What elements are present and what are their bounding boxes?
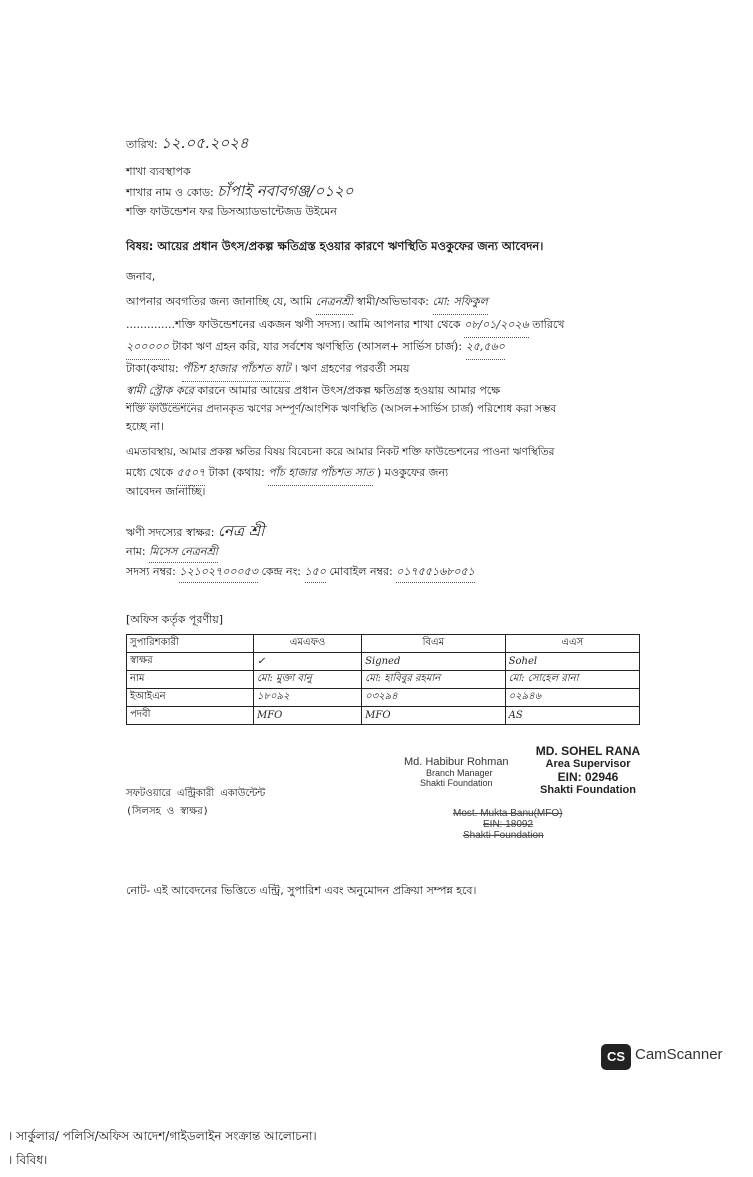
signature-label: ঋণী সদস্যের স্বাক্ষর: [126,526,215,539]
center-label: কেন্দ্র নং: [261,565,302,578]
date-value: ১২.০৫.২০২৪ [161,134,249,152]
agenda-item-circular: । সার্কুলার/ পলিসি/অফিস আদেশ/গাইডলাইন সংক্রান্ত আলোচনা। [8,1129,317,1143]
table-cell: ১৮০৯২ [254,689,362,707]
table-cell: মো: সোহেল রানা [505,671,639,689]
software-entry-line: সফটওয়ারে এন্ট্রিকারী একাউন্টেন্ট [126,788,266,799]
mobile-label: মোবাইল নম্বর: [329,565,393,578]
as-stamp-title: Area Supervisor [545,758,631,770]
para1-text-a: আপনার অবগতির জন্য জানাচ্ছি যে, আমি [126,295,313,308]
table-cell: ০২৯৪৬ [505,689,639,707]
table-header: বিএম [362,635,506,653]
as-stamp [518,744,658,796]
table-row [127,707,640,725]
para2-line3: আবেদন জানাচ্ছি। [126,485,206,498]
table-header: এএস [505,635,639,653]
table-row [127,671,640,689]
bm-stamp [404,756,509,788]
para1-text-f: টাকা(কথায়: [126,362,179,375]
para1-text-d: তারিখে [532,318,565,331]
as-stamp-org: Shakti Foundation [540,784,636,796]
waiver-words-fill: পাঁচ হাজার পাঁচশত সাত [268,461,373,486]
note-line: নোট- এই আবেদনের ভিত্তিতে এন্ট্রি, সুপারিশ এবং অনুমোদন প্রক্রিয়া সম্পন্ন হবে। [126,884,477,897]
recommendation-table [126,634,640,725]
bm-stamp-name: Md. Habibur Rohman [404,756,509,768]
para2-text-d: ) মওকুফের জন্য [376,466,449,479]
para1-text-h: কারনে আমার আয়ের প্রধান উৎস/প্রকল্প ক্ষতিগ্রস্ত হওয়ায় আমার পক্ষে [197,384,501,397]
table-cell: MFO [362,707,506,725]
member-signature-line [126,520,264,545]
para1-line1 [126,290,488,315]
table-cell: MFO [254,707,362,725]
software-seal-line: (সিলসহ ও স্বাক্ষর) [126,806,209,817]
branch-line [126,180,354,205]
balance-fill: ২৫,৫৬০ [466,335,505,360]
mobile-number: ০১৭৫৫১৬৮০৫১ [396,563,475,583]
agenda-item-misc: । বিবিধ। [8,1153,48,1167]
para1-text-e: টাকা ঋণ গ্রহন করি, যার সর্বশেষ ঋণস্থিতি (আসল+ সার্ভিস চার্জ): [172,340,463,353]
para1-text-g: । ঋণ গ্রহণের পরবর্তী সময় [293,362,410,375]
table-cell: AS [505,707,639,725]
bm-stamp-org: Shakti Foundation [420,778,493,788]
para1-text-c: ..............শক্তি ফাউন্ডেশনের একজন ঋণী সদস্য। আমি আপনার শাখা থেকে [126,318,461,331]
para1-line7: হচ্ছে না। [126,420,164,433]
date-label: তারিখ: [126,138,158,151]
salutation: জনাব, [126,270,156,283]
table-cell: মো: মুক্তা বানু [254,671,362,689]
date-line [126,132,249,157]
row-label: ইআইএন [127,689,254,707]
table-header-row [127,635,640,653]
member-number-label: সদস্য নম্বর: [126,565,176,578]
applicant-name-fill: নেত্রনশ্রী [316,290,353,315]
table-cell: মো: হাবিবুর রহমান [362,671,506,689]
para2-text-b: মধ্যে থেকে [126,466,174,479]
table-cell: Sohel [505,653,639,671]
center-number: ১৫০ [305,563,326,583]
para1-line6: শক্তি ফাউন্ডেশনের প্রদানকৃত ঋণের সম্পূর্ণ/আংশিক ঋণস্থিতি (আসল+সার্ভিস চার্জ) পরিশোধ করা সম্ভব [126,403,557,415]
member-number: ১২১০২৭০০০৫৩ [179,563,258,583]
guardian-name-fill: মো: সফিকুল [433,290,488,315]
table-cell: ✓ [254,653,362,671]
row-label: স্বাক্ষর [127,653,254,671]
table-cell: Signed [362,653,506,671]
table-cell: ০৩২৯৪ [362,689,506,707]
bm-stamp-title: Branch Manager [426,768,493,778]
member-info-line [126,563,475,583]
camscanner-label: CamScanner [635,1046,723,1063]
mfo-stamp [453,808,562,841]
mfo-stamp-org: Shakti Foundation [463,830,544,841]
as-stamp-ein: EIN: 02946 [557,770,619,784]
subject-line: বিষয়: আয়ের প্রধান উৎস/প্রকল্প ক্ষতিগ্রস্ত হওয়ার কারণে ঋণস্থিতি মওকুফের জন্য আবেদন। [126,239,544,253]
table-header: সুপারিশকারী [127,635,254,653]
member-name: মিসেস নেত্রনশ্রী [149,543,218,563]
camscanner-logo-icon: CS [601,1044,631,1070]
row-label: নাম [127,671,254,689]
loan-amount-fill: ২০০০০০ [126,335,169,360]
reason-fill: স্বামী স্ট্রোক করে [126,379,194,404]
branch-value: চাঁপাই নবাবগঞ্জ/০১২০ [217,182,354,200]
table-row [127,689,640,707]
waiver-amount-fill: ৫৫০৭ [177,461,206,486]
office-section-title: [অফিস কর্তৃক পূরণীয়] [126,613,223,626]
as-stamp-name: MD. SOHEL RANA [535,744,641,758]
table-row [127,653,640,671]
mfo-stamp-ein: EIN: 18092 [483,819,534,830]
loan-date-fill: ০৮/০১/২০২৬ [464,313,529,338]
table-header: এমএফও [254,635,362,653]
branch-label: শাখার নাম ও কোড: [126,186,214,199]
member-name-line [126,543,218,563]
para2-line1: এমতাবস্থায়, আমার প্রকল্প ক্ষতির বিষয় বিবেচনা করে আমার নিকট শক্তি ফাউন্ডেশনের পাওনা ঋণস্থিতির [126,446,555,458]
mfo-stamp-name: Most. Mukta Banu(MFO) [453,808,563,819]
balance-words-fill: পঁচিশ হাজার পাঁচশত ষাট [182,357,290,382]
member-signature: নেত্র শ্রী [217,522,265,540]
org-line: শক্তি ফাউন্ডেশন ফর ডিসঅ্যাডভান্টেজড উইমেন [126,205,337,218]
row-label: পদবী [127,707,254,725]
name-label: নাম: [126,545,146,558]
para2-text-c: টাকা (কথায়: [208,466,265,479]
branch-manager-line: শাখা ব্যবস্থাপক [126,165,191,178]
para1-text-b: স্বামী/অভিভাবক: [356,295,429,308]
